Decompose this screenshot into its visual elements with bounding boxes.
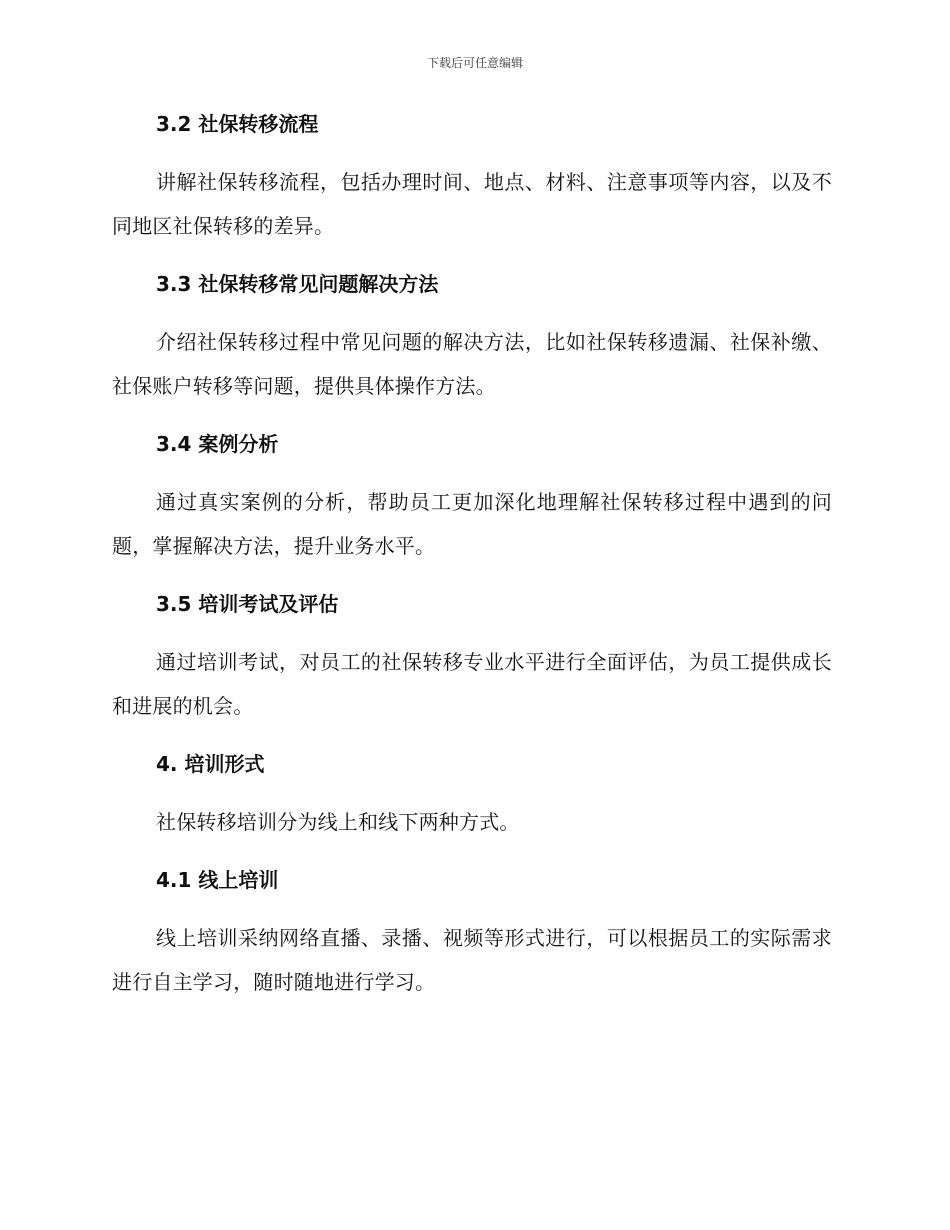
section-heading-4: 4. 培训形式 — [156, 752, 265, 776]
section-body-3-2: 讲解社保转移流程，包括办理时间、地点、材料、注意事项等内容，以及不同地区社保转移的差异。 — [112, 170, 832, 238]
section-heading-3-3: 3.3 社保转移常见问题解决方法 — [156, 272, 439, 296]
document-body — [112, 110, 832, 1004]
section-heading-3-2: 3.2 社保转移流程 — [156, 112, 319, 136]
section-heading-3-5: 3.5 培训考试及评估 — [156, 592, 339, 616]
section-heading-4-1: 4.1 线上培训 — [156, 868, 279, 892]
section-body-3-5: 通过培训考试，对员工的社保转移专业水平进行全面评估，为员工提供成长和进展的机会。 — [112, 650, 832, 718]
section-body-4: 社保转移培训分为线上和线下两种方式。 — [156, 810, 520, 834]
section-heading-3-4: 3.4 案例分析 — [156, 432, 279, 456]
page-header: 下载后可任意编辑 — [426, 56, 523, 70]
section-body-3-4: 通过真实案例的分析，帮助员工更加深化地理解社保转移过程中遇到的问题，掌握解决方法，提升业务水平。 — [112, 490, 832, 558]
section-body-4-1: 线上培训采纳网络直播、录播、视频等形式进行，可以根据员工的实际需求进行自主学习，随时随地进行学习。 — [112, 926, 832, 994]
section-body-3-3: 介绍社保转移过程中常见问题的解决方法，比如社保转移遗漏、社保补缴、社保账户转移等问题，提供具体操作方法。 — [112, 330, 832, 398]
